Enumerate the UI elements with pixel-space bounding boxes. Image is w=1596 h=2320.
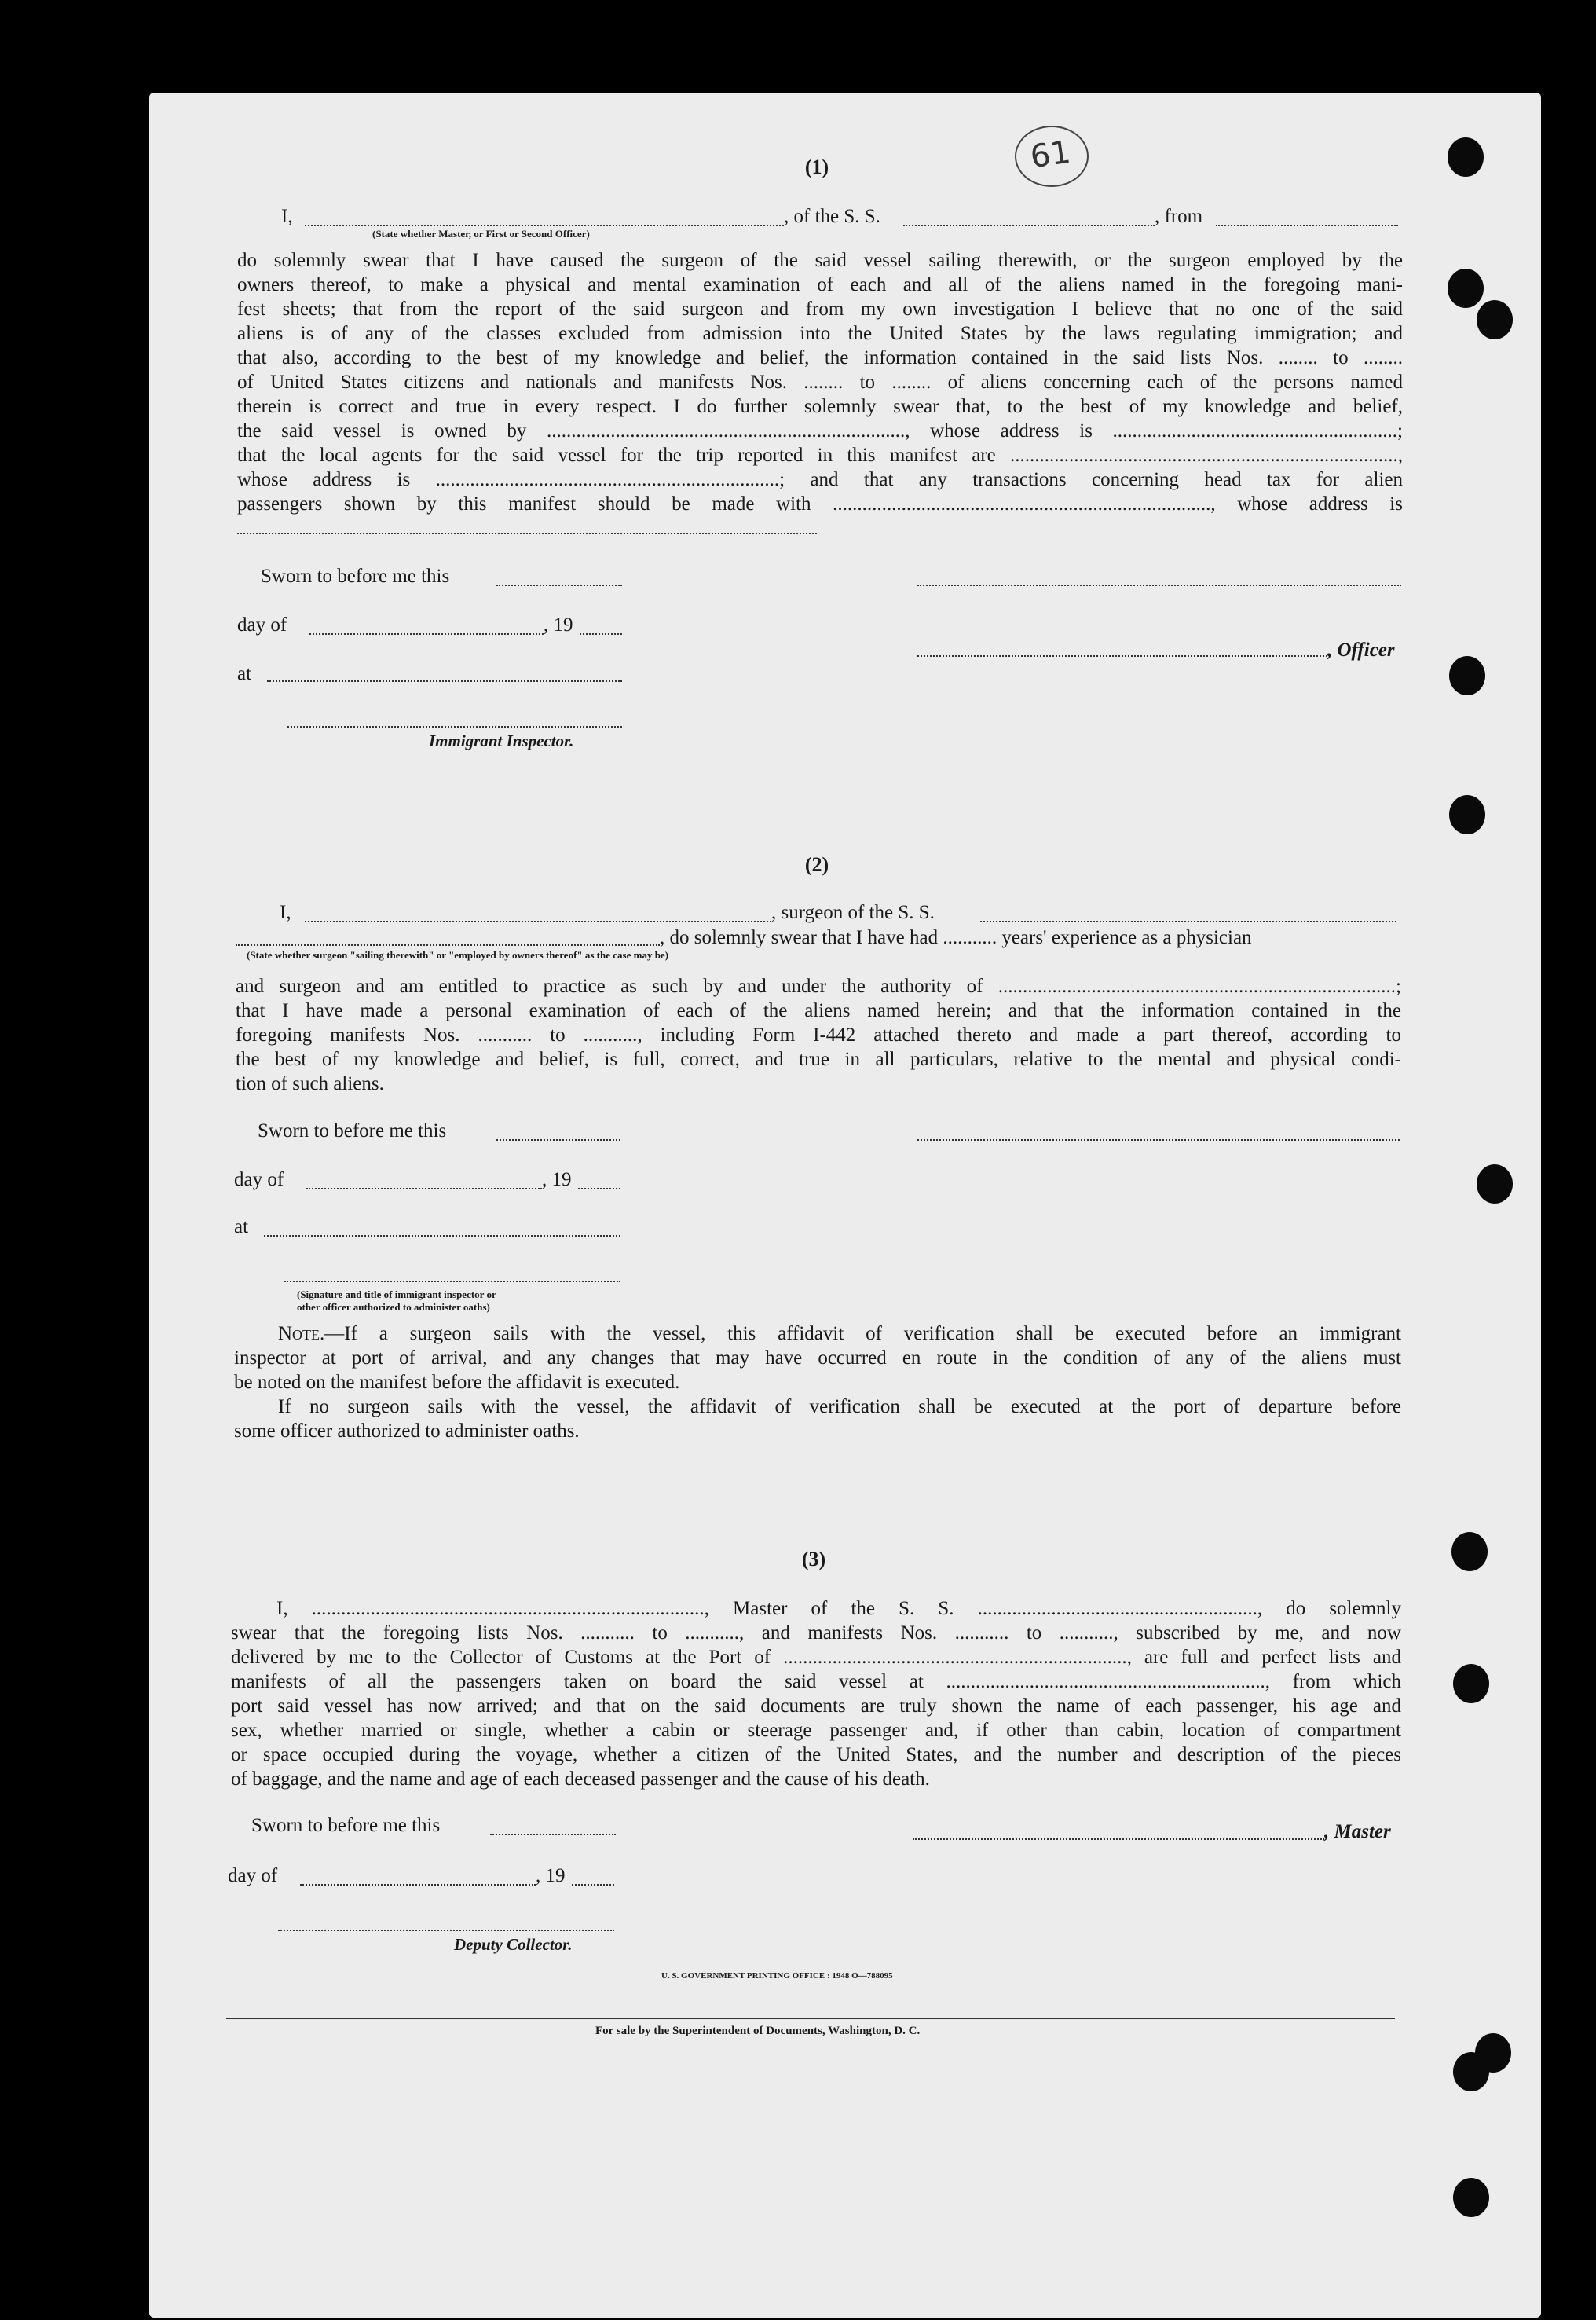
punch-hole <box>1448 269 1484 308</box>
section-1-officer: , Officer <box>1327 640 1395 661</box>
section-2-signature-field[interactable] <box>284 1281 620 1282</box>
note-text: —If a surgeon sails with the vessel, this affidavit of verification shall be executed before an immigrant <box>324 1323 1401 1344</box>
section-1-at-field[interactable] <box>267 680 622 682</box>
text-line: swear that the foregoing lists Nos. ........... to ..........., and manifests Nos. ........... to ..........., subscribed by me, and now <box>231 1622 1401 1644</box>
text-line: passengers shown by this manifest should be made with ............................................................................., whose address is <box>237 493 1403 515</box>
text-line: of baggage, and the name and age of each deceased passenger and the cause of his death. <box>231 1768 930 1790</box>
section-2-sworn-field[interactable] <box>496 1139 620 1141</box>
section-2-hint: (State whether surgeon "sailing therewith" or "employed by owners thereof" as the case may be) <box>247 949 669 961</box>
section-1-inspector: Immigrant Inspector. <box>429 731 574 750</box>
section-3-master: , Master <box>1324 1821 1391 1842</box>
text-line: the best of my knowledge and belief, is full, correct, and true in all particulars, relative to the mental and physical condi- <box>236 1049 1401 1070</box>
section-1-name-field[interactable] <box>305 225 784 226</box>
text-line: sex, whether married or single, whether a cabin or steerage passenger and, if other than cabin, location of compartment <box>231 1720 1401 1741</box>
section-1-day-of: day of <box>237 614 287 636</box>
text-line: fest sheets; that from the report of the said surgeon and from my own investigation I believe that no one of the said <box>237 299 1403 320</box>
section-1-i: I, <box>281 206 293 227</box>
section-2-note <box>234 1321 1401 1443</box>
text-line: I, ................................................................................, Master of the S. S. ........................................................., do solemnly <box>276 1598 1401 1619</box>
section-2-at-field[interactable] <box>264 1235 620 1237</box>
section-3-sworn: Sworn to before me this <box>251 1815 441 1836</box>
section-2-sig-hint-2: other officer authorized to administer oaths) <box>297 1301 490 1313</box>
section-2-surgeon-ss: , surgeon of the S. S. <box>771 902 935 923</box>
section-1-hint: (State whether Master, or First or Second Officer) <box>372 228 590 240</box>
note-label: Note. <box>278 1323 325 1344</box>
text-line: whose address is ......................................................................; and that any transactions concerning head tax for alien <box>237 469 1403 490</box>
section-2-signature-line[interactable] <box>917 1139 1400 1141</box>
section-1-sworn-field[interactable] <box>496 585 622 586</box>
section-2-day-field[interactable] <box>306 1188 542 1189</box>
section-1-day-field[interactable] <box>309 633 544 635</box>
text-line: manifests of all the passengers taken on board the said vessel at ................................................................., from which <box>231 1671 1401 1692</box>
section-1-from-field[interactable] <box>1216 225 1398 226</box>
section-3-number: (3) <box>801 1548 826 1570</box>
section-2-body <box>236 974 1401 1096</box>
section-2-vessel-field[interactable] <box>980 921 1396 922</box>
punch-hole <box>1477 1164 1513 1204</box>
section-3-master-line[interactable] <box>913 1838 1324 1840</box>
text-line: do solemnly swear that I have caused the surgeon of the said vessel sailing therewith, or the surgeon employed by the <box>237 250 1403 271</box>
section-1-from: , from <box>1155 206 1203 227</box>
text-line: therein is correct and true in every respect. I do further solemnly swear that, to the best of my knowledge and belief, <box>237 396 1403 417</box>
text-line: port said vessel has now arrived; and that on the said documents are truly shown the name of each passenger, his age and <box>231 1695 1401 1717</box>
punch-hole <box>1477 300 1513 339</box>
section-2-number: (2) <box>804 853 829 876</box>
handwritten-page-number: 61 <box>1028 134 1073 176</box>
section-3-day-of: day of <box>228 1865 278 1886</box>
section-2-day-of: day of <box>234 1169 284 1190</box>
section-2-sig-hint-1: (Signature and title of immigrant inspector or <box>297 1288 496 1300</box>
section-3-body <box>231 1596 1401 1791</box>
text-line: delivered by me to the Collector of Customs at the Port of ......................................................................, are full and perfect lists and <box>231 1647 1401 1668</box>
section-3-sworn-field[interactable] <box>490 1834 616 1835</box>
punch-hole <box>1448 137 1484 177</box>
punch-hole <box>1449 795 1485 834</box>
text-line: that the local agents for the said vessel for the trip reported in this manifest are ..............................................................................., <box>237 445 1403 466</box>
punch-hole <box>1451 1532 1488 1571</box>
section-2-year: , 19 <box>542 1169 572 1190</box>
text-line: be noted on the manifest before the affidavit is executed. <box>234 1372 680 1393</box>
section-2-sailing-field[interactable] <box>236 944 660 946</box>
section-1-address-field[interactable] <box>237 533 817 534</box>
punch-hole <box>1453 2052 1489 2091</box>
text-line: If no surgeon sails with the vessel, the affidavit of verification shall be executed at the port of departure before <box>278 1396 1401 1417</box>
text-line: the said vessel is owned by ........................................................................., whose address is ..........................................................; <box>237 420 1403 442</box>
text-line: tion of such aliens. <box>236 1073 384 1094</box>
punch-hole <box>1453 2178 1489 2217</box>
section-3-year-field[interactable] <box>572 1884 614 1886</box>
text-line: owners thereof, to make a physical and mental examination of each and all of the aliens named in the foregoing mani- <box>237 274 1403 295</box>
section-1-number: (1) <box>804 156 829 178</box>
text-line: inspector at port of arrival, and any changes that may have occurred en route in the condition of any of the aliens must <box>234 1347 1401 1369</box>
printer-line: U. S. GOVERNMENT PRINTING OFFICE : 1948 O—788095 <box>661 1971 893 1981</box>
section-2-name-field[interactable] <box>305 921 771 922</box>
section-1-body <box>237 248 1403 516</box>
text-line: that I have made a personal examination of each of the aliens named herein; and that the information contained in the <box>236 1000 1401 1021</box>
punch-hole <box>1449 656 1485 695</box>
section-3-day-field[interactable] <box>300 1884 536 1886</box>
section-2-sworn: Sworn to before me this <box>258 1120 447 1142</box>
section-1-inspector-line[interactable] <box>287 726 622 728</box>
text-line: or space occupied during the voyage, whether a citizen of the United States, and the number and description of the pieces <box>231 1744 1401 1765</box>
section-2-line2: , do solemnly swear that I have had ........... years' experience as a physician <box>660 927 1252 948</box>
text-line: aliens is of any of the classes excluded from admission into the United States by the laws regulating immigration; and <box>237 323 1403 344</box>
section-1-signature-line[interactable] <box>917 585 1401 586</box>
footer-text: For sale by the Superintendent of Documents, Washington, D. C. <box>595 2025 921 2037</box>
section-2-year-field[interactable] <box>578 1188 620 1189</box>
section-1-of-ss: , of the S. S. <box>784 206 880 227</box>
section-3-collector-line[interactable] <box>278 1930 614 1931</box>
section-1-year: , 19 <box>544 614 573 636</box>
section-1-sworn: Sworn to before me this <box>261 566 450 587</box>
text-line: and surgeon and am entitled to practice as such by and under the authority of .................................................................................; <box>236 976 1401 997</box>
section-2-i: I, <box>280 902 291 923</box>
footer-rule <box>226 2018 1395 2019</box>
section-1-year-field[interactable] <box>580 633 622 635</box>
section-3-collector: Deputy Collector. <box>454 1935 573 1954</box>
note-line-1 <box>234 1321 1401 1346</box>
text-line: some officer authorized to administer oaths. <box>234 1420 580 1442</box>
text-line: that also, according to the best of my knowledge and belief, the information contained in the said lists Nos. ........ to ........ <box>237 347 1403 368</box>
section-1-vessel-field[interactable] <box>903 225 1155 226</box>
section-1-at: at <box>237 663 252 684</box>
section-3-year: , 19 <box>536 1865 566 1886</box>
text-line: of United States citizens and nationals and manifests Nos. ........ to ........ of aliens concerning each of the persons named <box>237 372 1403 393</box>
punch-hole <box>1453 1664 1489 1703</box>
section-1-officer-line[interactable] <box>917 655 1327 657</box>
section-2-at: at <box>234 1216 249 1237</box>
text-line: foregoing manifests Nos. ........... to ..........., including Form I-442 attached thereto and made a part thereof, according to <box>236 1024 1401 1046</box>
